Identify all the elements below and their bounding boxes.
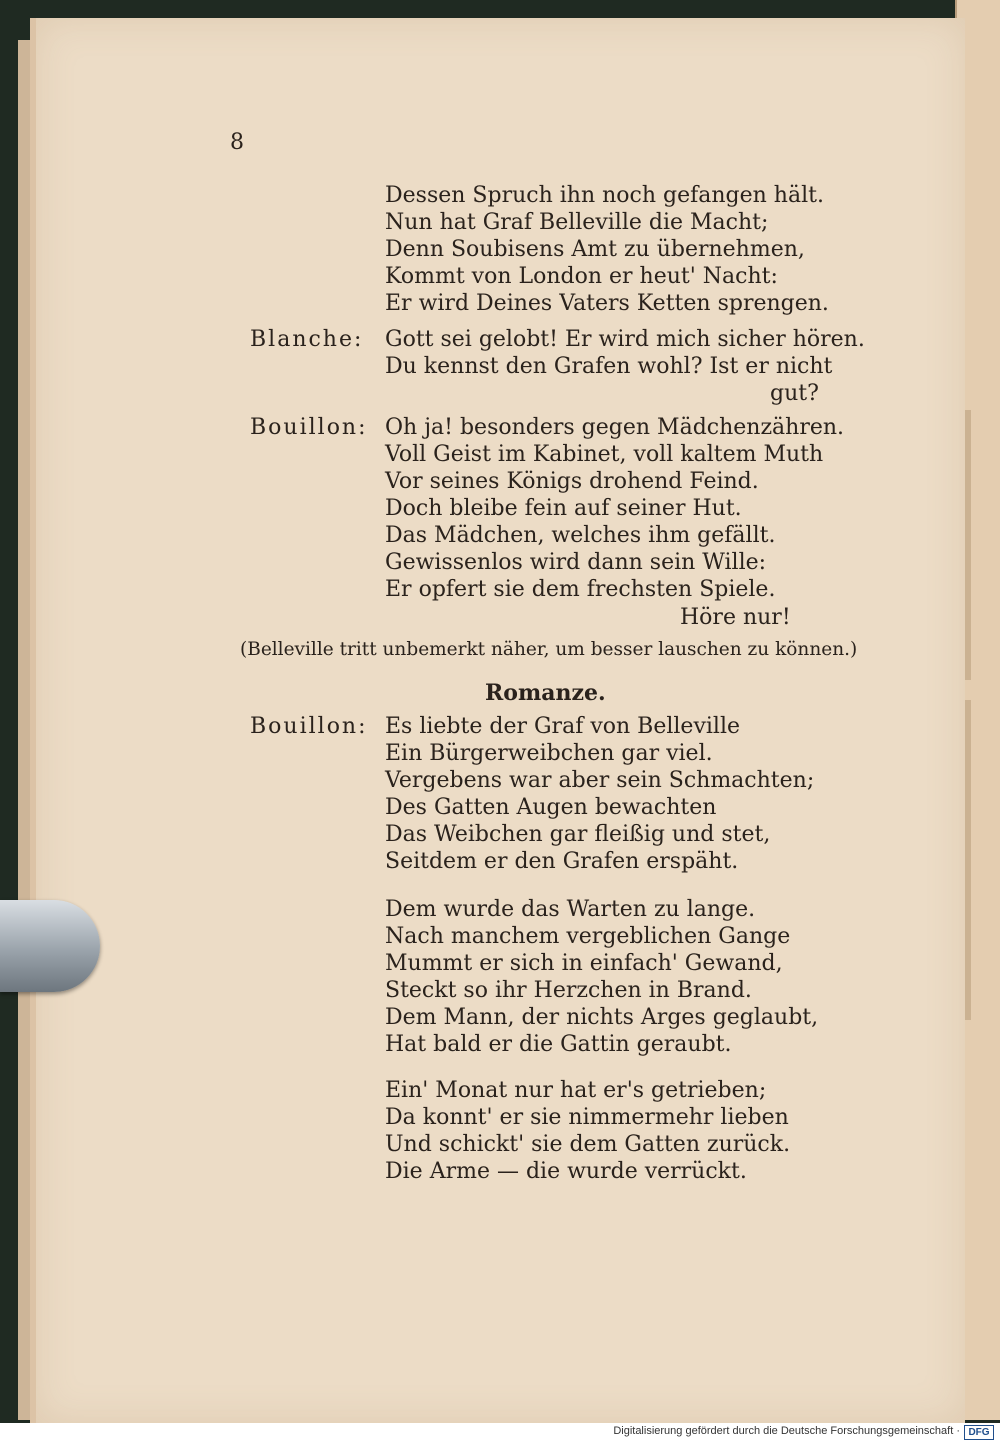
speaker-name: Bouillon: (250, 415, 368, 440)
section-heading: Romanze. (485, 680, 606, 706)
text-line: Gewissenlos wird dann sein Wille: (385, 550, 767, 575)
verse-line: Und schickt' sie dem Gatten zurück. (385, 1132, 791, 1157)
text-line: Vor seines Königs drohend Feind. (385, 469, 759, 494)
text-line: Das Mädchen, welches ihm gefällt. (385, 523, 776, 548)
funding-notice: Digitalisierung gefördert durch die Deutsche Forschungsgemeinschaft · (613, 1425, 960, 1437)
verse-line: Das Weibchen gar fleißig und stet, (385, 822, 771, 847)
text-line: Doch bleibe fein auf seiner Hut. (385, 496, 742, 521)
verse-line: Mummt er sich in einfach' Gewand, (385, 951, 783, 976)
verse-line: Dem wurde das Warten zu lange. (385, 897, 756, 922)
dfg-logo: DFG (964, 1425, 994, 1440)
text-line: Nun hat Graf Belleville die Macht; (385, 210, 769, 235)
verse-line: Vergebens war aber sein Schmachten; (385, 768, 815, 793)
text-line: Dessen Spruch ihn noch gefangen hält. (385, 183, 824, 208)
verse-line: Steckt so ihr Herzchen in Brand. (385, 978, 752, 1003)
text-line: Voll Geist im Kabinet, voll kaltem Muth (385, 442, 824, 467)
speaker-name: Blanche: (250, 327, 364, 352)
text-line-wrap: gut? (770, 381, 819, 406)
verse-line: Die Arme — die wurde verrückt. (385, 1159, 747, 1184)
verse-line: Dem Mann, der nichts Arges geglaubt, (385, 1005, 819, 1030)
stage-direction: (Belleville tritt unbemerkt näher, um besser lauschen zu können.) (240, 639, 858, 660)
page-clip (0, 900, 100, 992)
verse-line: Des Gatten Augen bewachten (385, 795, 717, 820)
verse-line: Hat bald er die Gattin geraubt. (385, 1032, 732, 1057)
text-line: Gott sei gelobt! Er wird mich sicher hören. (385, 327, 865, 352)
text-line-end: Höre nur! (680, 605, 791, 630)
text-line: Er opfert sie dem frechsten Spiele. (385, 577, 776, 602)
digitization-footer (0, 1423, 1000, 1443)
verse-line: Es liebte der Graf von Belleville (385, 714, 740, 739)
page-number: 8 (230, 130, 244, 155)
speaker-name: Bouillon: (250, 714, 368, 739)
text-line: Denn Soubisens Amt zu übernehmen, (385, 237, 805, 262)
text-line: Oh ja! besonders gegen Mädchenzähren. (385, 415, 845, 440)
text-line: Kommt von London er heut' Nacht: (385, 264, 778, 289)
verse-line: Seitdem er den Grafen erspäht. (385, 849, 739, 874)
verse-line: Da konnt' er sie nimmermehr lieben (385, 1105, 789, 1130)
verse-line: Ein' Monat nur hat er's getrieben; (385, 1078, 767, 1103)
verse-line: Nach manchem vergeblichen Gange (385, 924, 791, 949)
text-line: Er wird Deines Vaters Ketten sprengen. (385, 291, 829, 316)
verse-line: Ein Bürgerweibchen gar viel. (385, 741, 713, 766)
text-line: Du kennst den Grafen wohl? Ist er nicht (385, 354, 833, 379)
